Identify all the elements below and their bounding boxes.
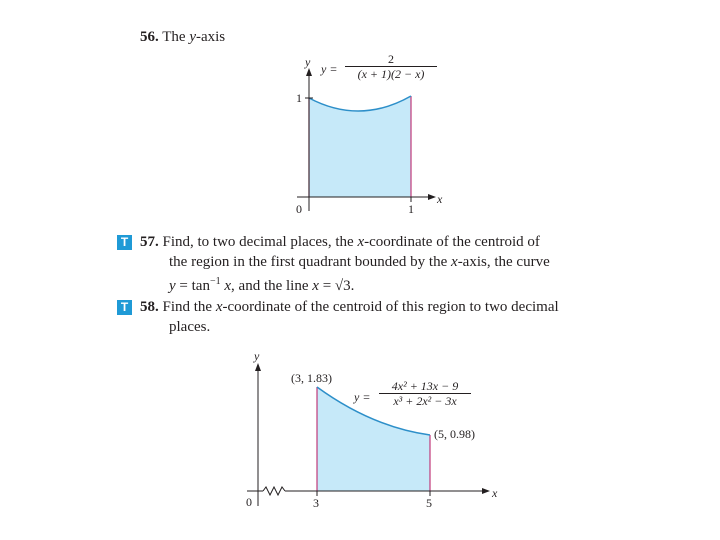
equation-58-lhs: y = — [354, 390, 371, 404]
problem-58-line-1a: Find the — [162, 299, 216, 315]
problem-57-line-1b: -coordinate of the centroid of — [364, 234, 540, 250]
origin-label-58: 0 — [246, 495, 252, 509]
equation-58-numerator: 4x² + 13x − 9 — [391, 379, 459, 393]
problem-57-line-3c: x — [224, 278, 232, 294]
problem-57-line-3-sup: −1 — [209, 276, 221, 287]
problem-56-number: 56. — [140, 29, 159, 45]
equation-56-denominator: (x + 1)(2 − x) — [345, 66, 437, 81]
equation-58-fraction — [379, 380, 471, 408]
problem-58-badge: T — [117, 300, 132, 315]
x-tick-label-1-56: 1 — [408, 202, 414, 216]
problem-57-line-1-var: x — [357, 234, 365, 250]
problem-58-number: 58. — [140, 299, 159, 315]
problem-57-line-3b: = tan — [175, 278, 210, 294]
problem-58-line-1b: -coordinate of the centroid of this region to two decimal — [222, 299, 559, 315]
problem-58-line-1-var: x — [215, 299, 223, 315]
x-tick-label-3-58: 3 — [313, 496, 319, 510]
problem-57-line-3a: y — [169, 278, 176, 294]
problem-57-line-3d: , and the line — [231, 278, 313, 294]
y-axis-arrow-58 — [255, 363, 261, 371]
problem-57-line-2-var: x — [451, 254, 458, 270]
x-tick-label-5-58: 5 — [426, 496, 432, 510]
problem-57-badge: T — [117, 235, 132, 250]
origin-label-56: 0 — [296, 202, 302, 216]
problem-57-line-2b: -axis, the curve — [457, 254, 550, 270]
problem-57-line-3e: x — [312, 278, 319, 294]
axis-break-58 — [263, 487, 285, 495]
x-axis-label-58: x — [492, 486, 498, 500]
y-axis-label-56: y — [305, 55, 311, 69]
problem-57-number: 57. — [140, 234, 159, 250]
equation-56-lhs: y = — [321, 62, 338, 76]
equation-56-numerator: 2 — [388, 52, 394, 66]
problem-56-title-post: -axis — [195, 29, 226, 45]
problem-56-title-var: y — [189, 29, 196, 45]
problem-57-line-1a: Find, to two decimal places, the — [162, 234, 358, 250]
y-tick-label-1-56: 1 — [296, 91, 302, 105]
problem-57-line-3f: = √3. — [318, 278, 355, 294]
x-axis-label-56: x — [437, 192, 443, 206]
equation-58-denominator: x³ + 2x² − 3x — [379, 393, 471, 408]
problem-57-line-2a: the region in the first quadrant bounded by the — [169, 254, 452, 270]
point-right-label-58: (5, 0.98) — [434, 427, 475, 441]
problem-56-title-pre: The — [162, 29, 190, 45]
y-axis-label-58: y — [254, 349, 260, 363]
x-axis-arrow-58 — [482, 488, 490, 494]
point-left-label-58: (3, 1.83) — [291, 371, 332, 385]
problem-58-line-2: places. — [169, 319, 211, 335]
